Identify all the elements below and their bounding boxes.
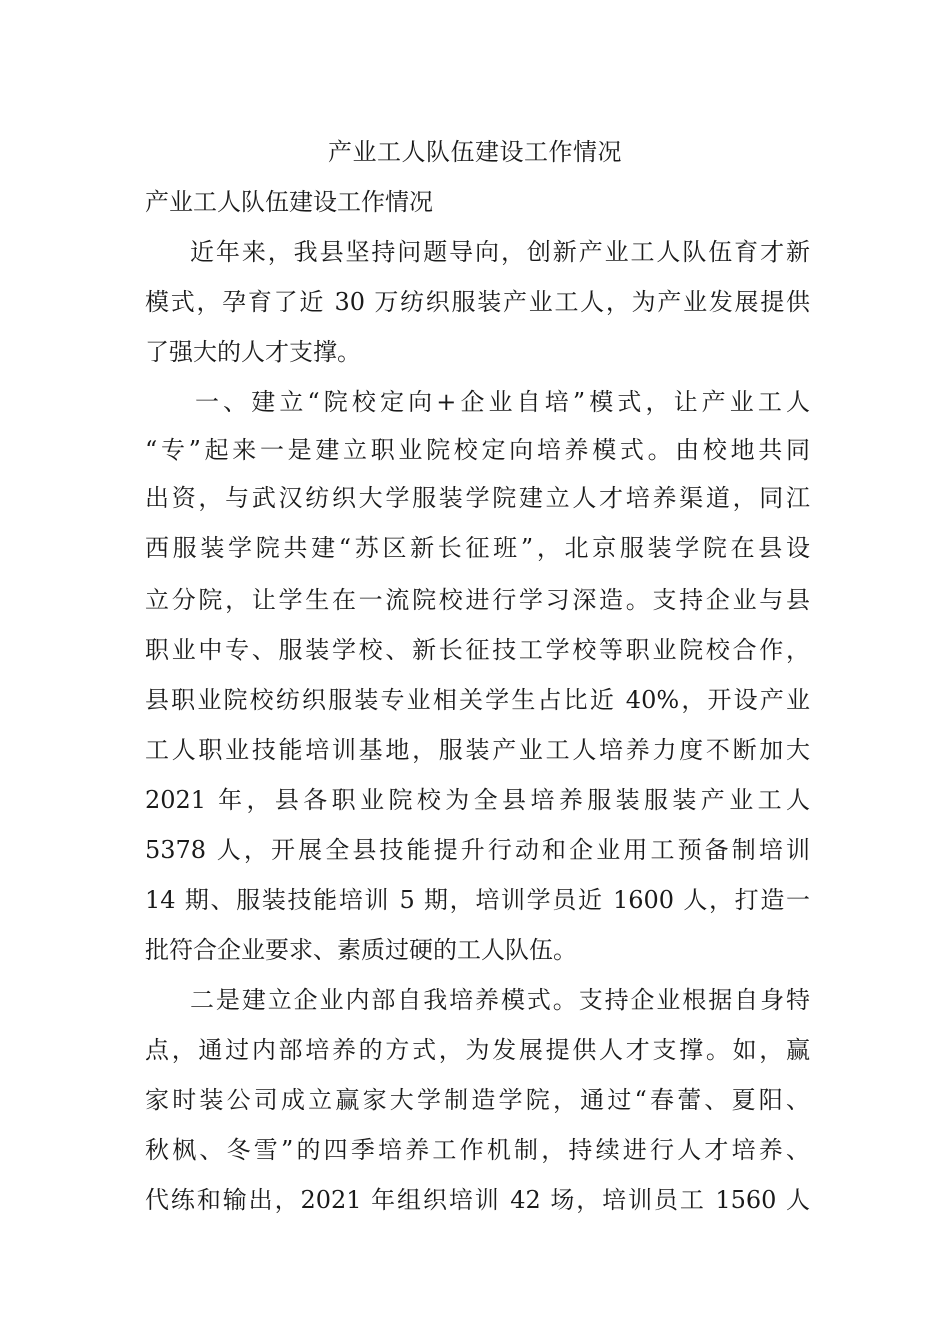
paragraph-line: 批符合企业要求、素质过硬的工人队伍。 xyxy=(145,936,577,964)
paragraph-line: 职业中专、服装学校、新长征技工学校等职业院校合作， xyxy=(145,636,810,664)
paragraph-line: “专”起来一是建立职业院校定向培养模式。由校地共同 xyxy=(145,436,810,464)
paragraph-line: 出资，与武汉纺织大学服装学院建立人才培养渠道，同江 xyxy=(145,484,810,512)
document-title: 产业工人队伍建设工作情况 xyxy=(328,138,622,166)
paragraph-line: 县职业院校纺织服装专业相关学生占比近 40%，开设产业 xyxy=(145,686,810,714)
paragraph-line: 家时装公司成立赢家大学制造学院，通过“春蕾、夏阳、 xyxy=(145,1086,810,1114)
paragraph-line: 了强大的人才支撑。 xyxy=(145,338,361,366)
paragraph-line: 点，通过内部培养的方式，为发展提供人才支撑。如，赢 xyxy=(145,1036,810,1064)
paragraph-line: 2021 年，县各职业院校为全县培养服装服装产业工人 xyxy=(145,786,810,814)
paragraph-line: 近年来，我县坚持问题导向，创新产业工人队伍育才新 xyxy=(190,238,810,266)
paragraph-line: 14 期、服装技能培训 5 期，培训学员近 1600 人，打造一 xyxy=(145,886,810,914)
paragraph-line: 立分院，让学生在一流院校进行学习深造。支持企业与县 xyxy=(145,586,810,614)
paragraph-line: 模式，孕育了近 30 万纺织服装产业工人，为产业发展提供 xyxy=(145,288,810,316)
paragraph-line: 西服装学院共建“苏区新长征班”，北京服装学院在县设 xyxy=(145,534,810,562)
paragraph-line: 一、建立“院校定向+企业自培”模式，让产业工人 xyxy=(195,388,810,416)
paragraph-line: 秋枫、冬雪”的四季培养工作机制，持续进行人才培养、 xyxy=(145,1136,810,1164)
paragraph-line: 5378 人，开展全县技能提升行动和企业用工预备制培训 xyxy=(145,836,810,864)
paragraph-line: 代练和输出，2021 年组织培训 42 场，培训员工 1560 人 xyxy=(145,1186,810,1214)
paragraph-line: 工人职业技能培训基地，服装产业工人培养力度不断加大 xyxy=(145,736,810,764)
document-subtitle: 产业工人队伍建设工作情况 xyxy=(145,188,433,216)
paragraph-line: 二是建立企业内部自我培养模式。支持企业根据自身特 xyxy=(190,986,810,1014)
